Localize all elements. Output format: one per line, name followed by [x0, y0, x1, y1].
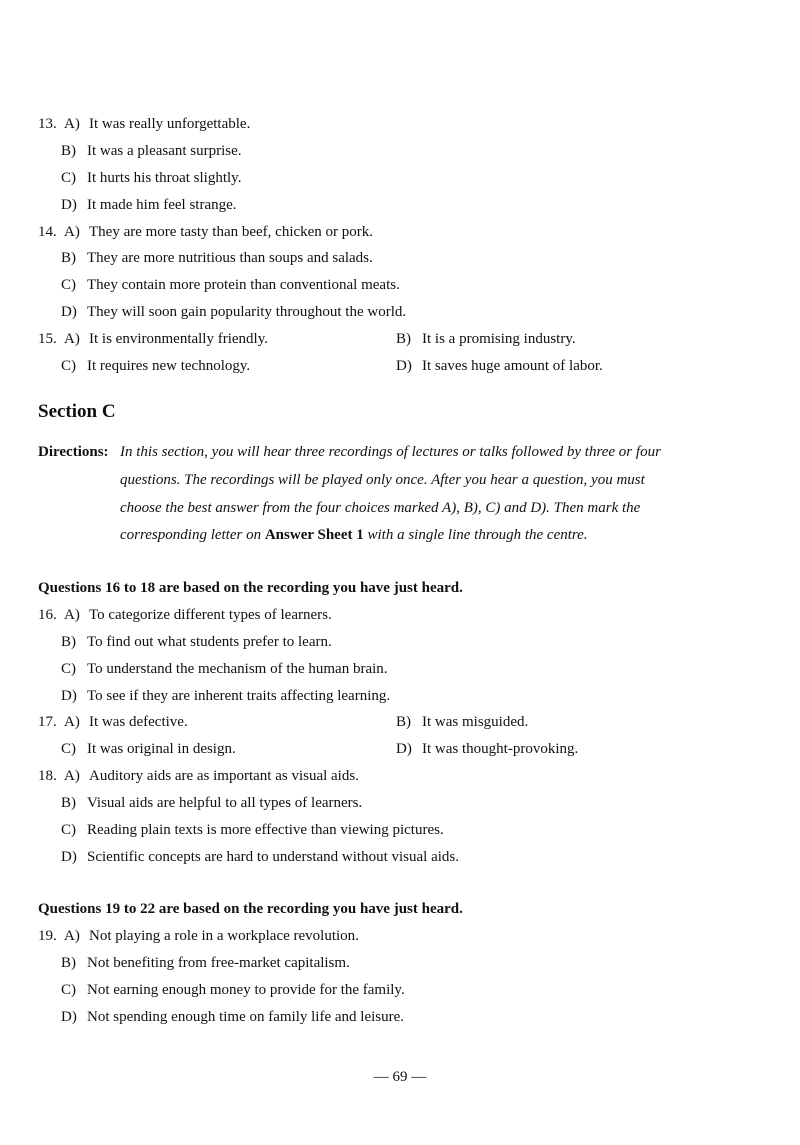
option-text: Auditory aids are as important as visual aids. [89, 768, 359, 784]
option-text: It requires new technology. [87, 358, 251, 374]
option-text: Scientific concepts are hard to understand without visual aids. [87, 849, 459, 865]
question-16-option-d [61, 687, 390, 705]
option-text: It was really unforgettable. [89, 116, 251, 132]
option-label: D) [61, 688, 77, 704]
question-13-option-b [61, 142, 242, 160]
question-19-option-a [38, 927, 738, 945]
option-label: B) [61, 143, 76, 159]
option-text: It was thought-provoking. [422, 741, 579, 757]
question-number: 18. [38, 768, 57, 784]
option-label: A) [64, 714, 80, 730]
question-group-heading: Questions 16 to 18 are based on the recording you have just heard. [38, 580, 463, 596]
option-text: To find out what students prefer to learn. [87, 634, 332, 650]
option-text: Not playing a role in a workplace revolution. [89, 928, 359, 944]
option-label: C) [61, 170, 76, 186]
option-text: Not spending enough time on family life and leisure. [87, 1009, 405, 1025]
option-label: A) [64, 607, 80, 623]
option-text: To see if they are inherent traits affecting learning. [87, 688, 391, 704]
question-16-option-a [38, 606, 738, 624]
question-19-option-c [61, 981, 405, 999]
question-15-option-d [396, 357, 603, 375]
option-label: C) [61, 741, 76, 757]
option-label: A) [64, 768, 80, 784]
question-14-option-c [61, 276, 400, 294]
directions-line-3: choose the best answer from the four choices marked A), B), C) and D). Then mark the [120, 500, 641, 516]
option-text: To categorize different types of learners. [89, 607, 332, 623]
option-label: A) [64, 331, 80, 347]
option-label: D) [61, 304, 77, 320]
option-text: It saves huge amount of labor. [422, 358, 603, 374]
option-label: A) [64, 224, 80, 240]
question-17-option-b [396, 713, 528, 731]
option-label: C) [61, 358, 76, 374]
option-text: They are more tasty than beef, chicken or pork. [89, 224, 374, 240]
option-label: C) [61, 982, 76, 998]
option-label: A) [64, 928, 80, 944]
question-16-option-b [61, 633, 332, 651]
directions-label: Directions: [38, 444, 109, 460]
question-15-option-b [396, 330, 576, 348]
question-number: 14. [38, 224, 57, 240]
option-text: It was original in design. [87, 741, 236, 757]
question-14-option-d [61, 303, 406, 321]
question-number: 15. [38, 331, 57, 347]
option-text: Visual aids are helpful to all types of learners. [87, 795, 363, 811]
option-text: To understand the mechanism of the human brain. [87, 661, 388, 677]
question-18-option-d [61, 848, 459, 866]
question-19-option-b [61, 954, 350, 972]
option-label: B) [61, 795, 76, 811]
directions-line-2: questions. The recordings will be played only once. After you hear a question, you must [120, 472, 645, 488]
option-label: B) [61, 250, 76, 266]
option-text: It was defective. [89, 714, 188, 730]
option-text: They are more nutritious than soups and salads. [87, 250, 373, 266]
option-text: They contain more protein than conventional meats. [87, 277, 400, 293]
option-label: D) [61, 849, 77, 865]
question-17-option-a [38, 713, 738, 731]
option-label: D) [396, 741, 412, 757]
directions-line-4-pre: corresponding letter on [120, 527, 265, 543]
question-13-option-c [61, 169, 241, 187]
option-text: It made him feel strange. [87, 197, 237, 213]
question-15-option-a [38, 330, 738, 348]
option-label: B) [61, 955, 76, 971]
option-text: It was a pleasant surprise. [87, 143, 242, 159]
question-number: 17. [38, 714, 57, 730]
option-text: It was misguided. [422, 714, 529, 730]
question-13-option-d [61, 196, 237, 214]
question-number: 16. [38, 607, 57, 623]
question-18-option-a [38, 767, 738, 785]
question-number: 19. [38, 928, 57, 944]
option-label: B) [396, 714, 411, 730]
option-text: Not earning enough money to provide for the family. [87, 982, 405, 998]
option-label: B) [61, 634, 76, 650]
answer-sheet-reference: Answer Sheet 1 [264, 527, 364, 543]
option-text: It is environmentally friendly. [89, 331, 268, 347]
question-group-heading: Questions 19 to 22 are based on the recording you have just heard. [38, 901, 463, 917]
question-14-option-b [61, 249, 373, 267]
question-number: 13. [38, 116, 57, 132]
option-text: It hurts his throat slightly. [87, 170, 242, 186]
section-title: Section C [38, 401, 116, 422]
option-label: D) [61, 1009, 77, 1025]
question-16-option-c [61, 660, 388, 678]
question-18-option-c [61, 821, 444, 839]
directions-line-4-post: with a single line through the centre. [363, 527, 588, 543]
option-text: Not benefiting from free-market capitalism. [87, 955, 350, 971]
option-label: A) [64, 116, 80, 132]
option-text: It is a promising industry. [422, 331, 576, 347]
option-label: D) [396, 358, 412, 374]
question-18-option-b [61, 794, 362, 812]
directions-line-4 [120, 526, 588, 544]
option-label: D) [61, 197, 77, 213]
question-17-option-c [61, 740, 236, 758]
directions-line-1: In this section, you will hear three recordings of lectures or talks followed by three or four [120, 444, 661, 460]
question-14-option-a [38, 223, 738, 241]
question-19-option-d [61, 1008, 404, 1026]
option-text: They will soon gain popularity throughout the world. [87, 304, 407, 320]
option-text: Reading plain texts is more effective than viewing pictures. [87, 822, 444, 838]
page-number: — 69 — [373, 1069, 427, 1085]
option-label: B) [396, 331, 411, 347]
question-13-option-a [38, 115, 738, 133]
option-label: C) [61, 661, 76, 677]
question-15-option-c [61, 357, 250, 375]
option-label: C) [61, 822, 76, 838]
option-label: C) [61, 277, 76, 293]
question-17-option-d [396, 740, 578, 758]
